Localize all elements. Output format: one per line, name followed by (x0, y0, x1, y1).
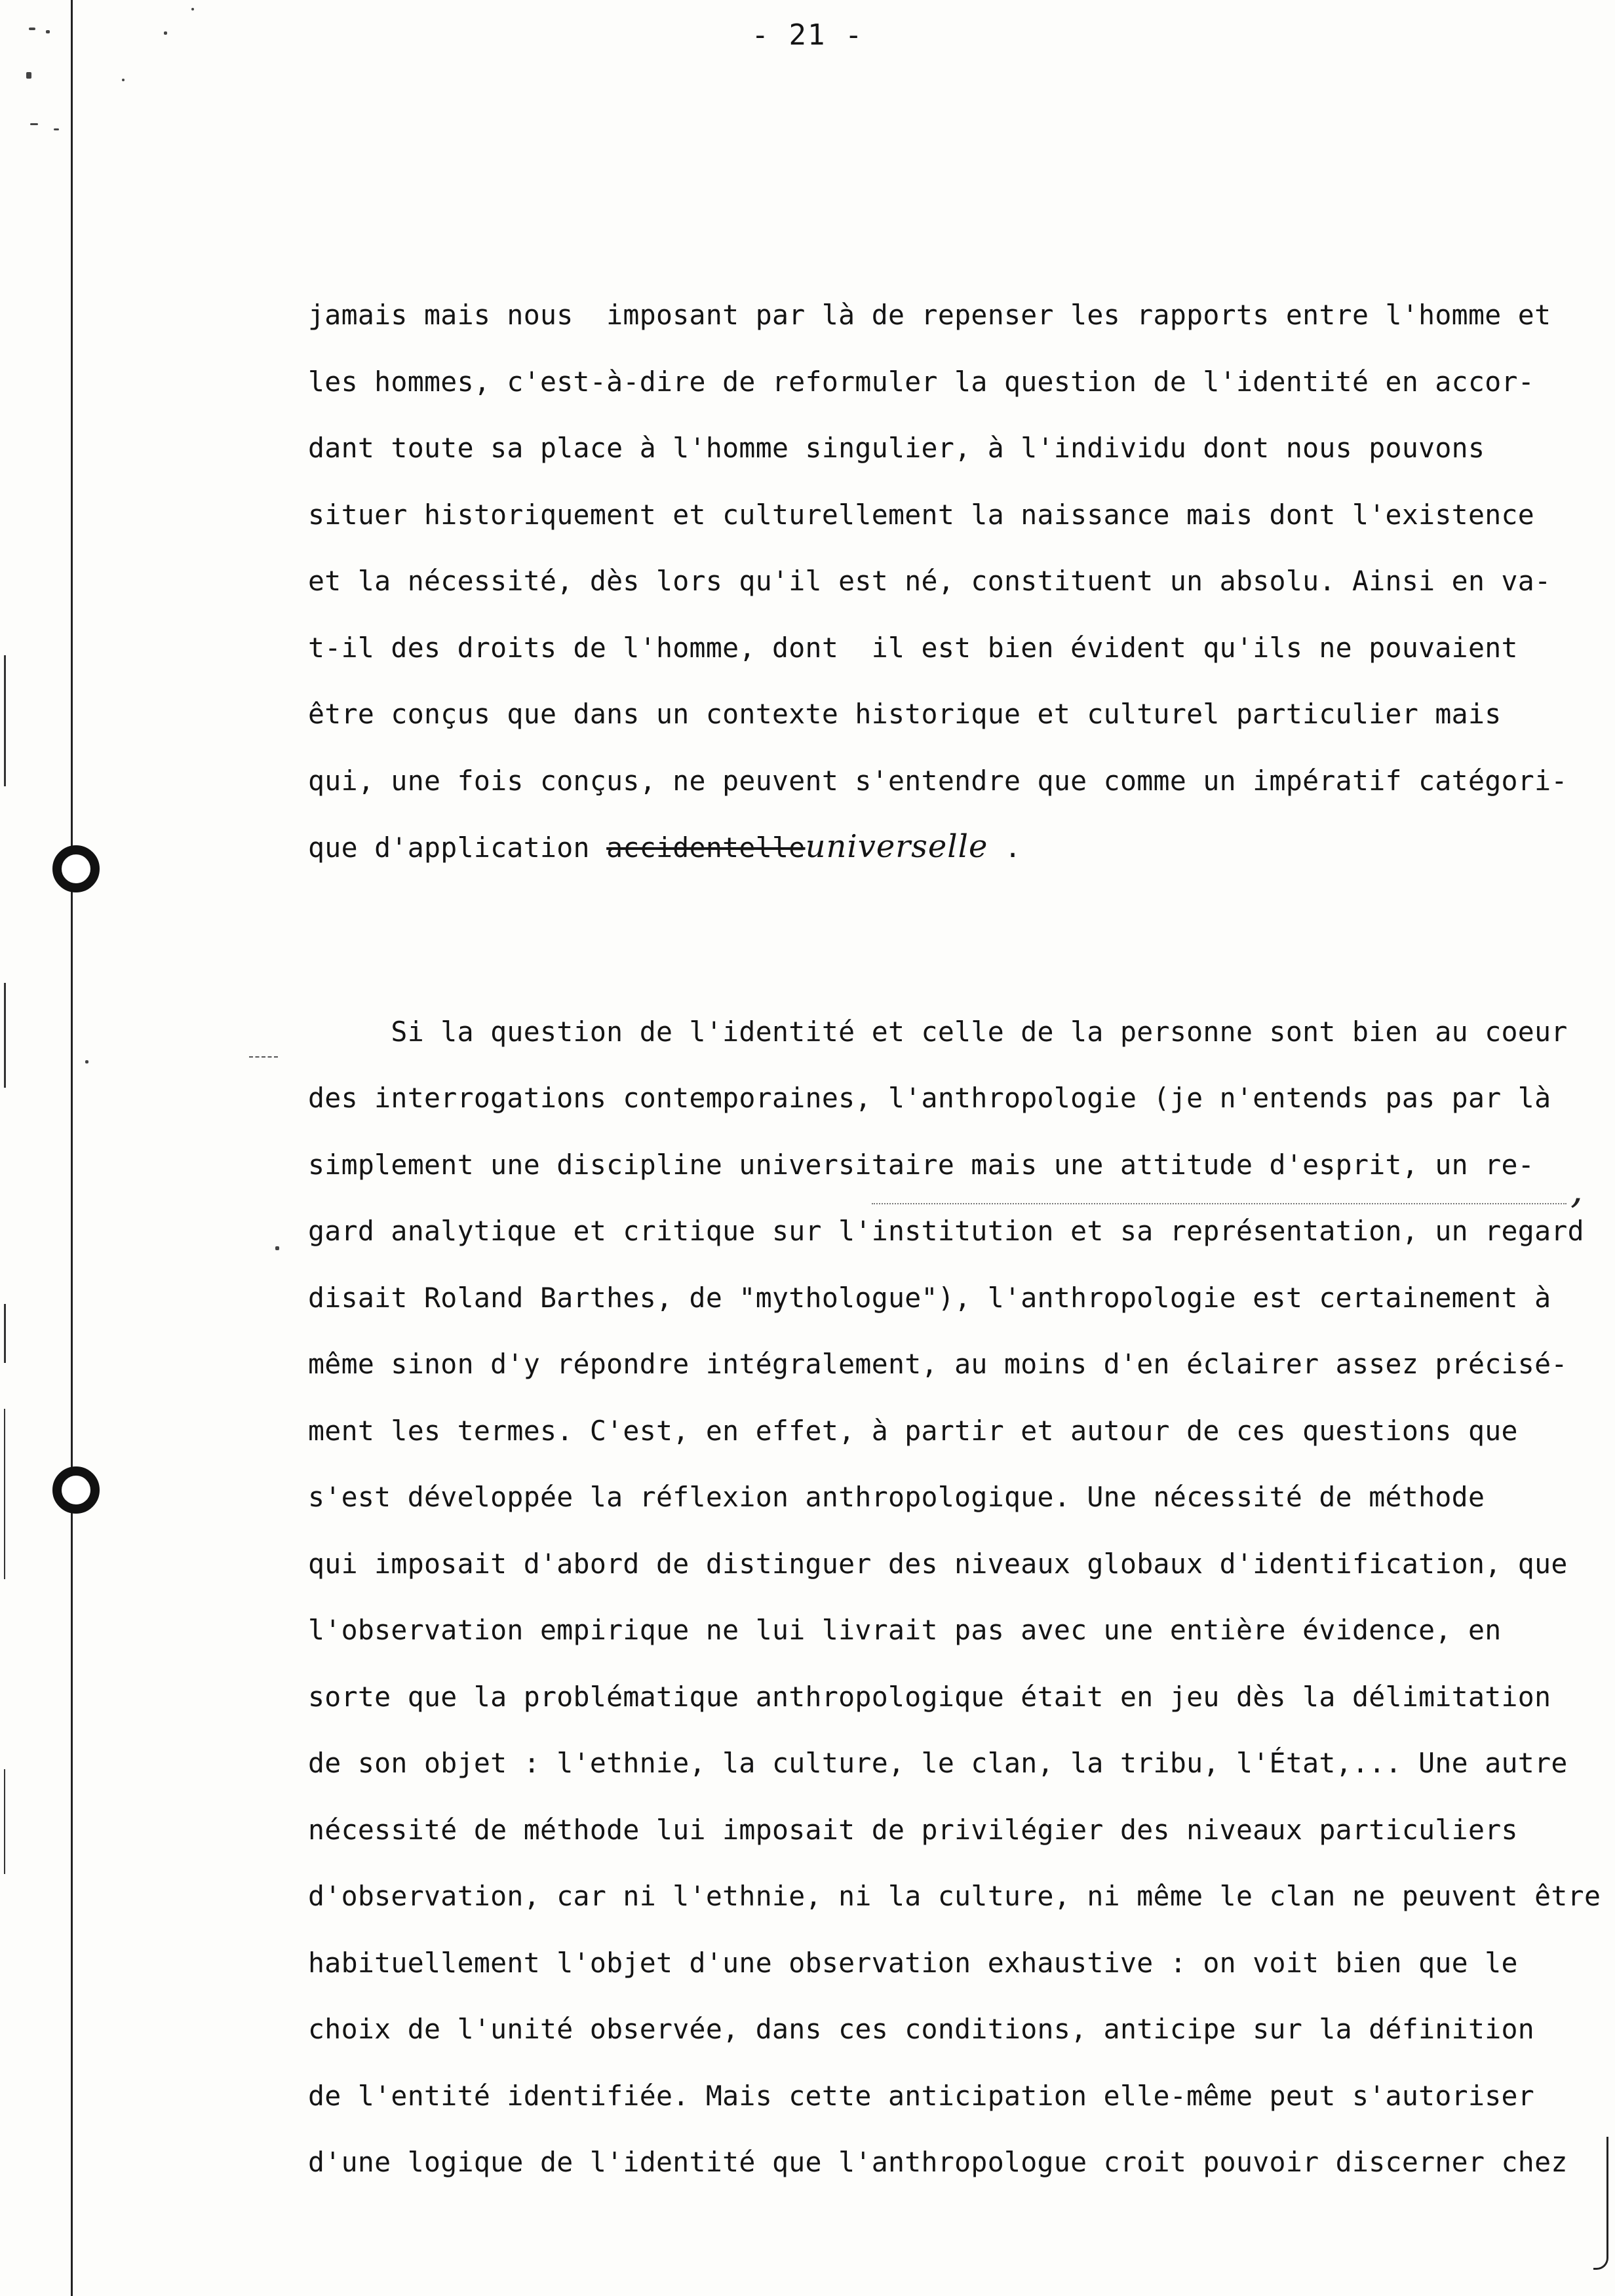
text-fragment: que d'application (308, 832, 607, 864)
text-line: qui, une fois conçus, ne peuvent s'entendre que comme un impératif catégori- (308, 764, 1568, 797)
body-text (308, 282, 1601, 2196)
edge-mark (4, 1304, 6, 1363)
binder-hole (52, 1466, 100, 1514)
text-line: ment les termes. C'est, en effet, à partir et autour de ces questions que (308, 1414, 1518, 1447)
text-line: les hommes, c'est-à-dire de reformuler la question de l'identité en accor- (308, 365, 1535, 398)
text-line: t-il des droits de l'homme, dont il est bien évident qu'ils ne pouvaient (308, 631, 1518, 664)
text-line: d'une logique de l'identité que l'anthropologue croit pouvoir discerner chez (308, 2146, 1568, 2178)
text-line: l'observation empirique ne lui livrait pas avec une entière évidence, en (308, 1614, 1502, 1646)
handwritten-correction: universelle (805, 828, 988, 865)
edge-mark (4, 1769, 5, 1874)
edge-mark (4, 983, 6, 1088)
paragraph (308, 999, 1601, 2196)
edge-mark (4, 1409, 5, 1579)
text-line: de son objet : l'ethnie, la culture, le clan, la tribu, l'État,... Une autre (308, 1747, 1568, 1779)
text-line: des interrogations contemporaines, l'anthropologie (je n'entends pas par là (308, 1082, 1551, 1114)
text-line: dant toute sa place à l'homme singulier, à l'individu dont nous pouvons (308, 432, 1485, 464)
text-line: qui imposait d'abord de distinguer des niveaux globaux d'identification, que (308, 1547, 1568, 1580)
text-line: gard analytique et critique sur l'institution et sa représentation, un regard (308, 1215, 1584, 1247)
text-line: nécessité de méthode lui imposait de privilégier des niveaux particuliers (308, 1813, 1518, 1846)
text-fragment: . (988, 832, 1021, 864)
struck-word: accidentelle (606, 832, 806, 864)
text-line: Si la question de l'identité et celle de la personne sont bien au coeur (308, 1015, 1568, 1048)
text-line: jamais mais nous imposant par là de repenser les rapports entre l'homme et (308, 299, 1551, 331)
text-line: même sinon d'y répondre intégralement, au moins d'en éclairer assez précisé- (308, 1348, 1568, 1380)
text-line: de l'entité identifiée. Mais cette anticipation elle-même peut s'autoriser (308, 2079, 1535, 2112)
paragraph (308, 282, 1593, 881)
text-line: habituellement l'objet d'une observation exhaustive : on voit bien que le (308, 1946, 1518, 1979)
text-line: situer historiquement et culturellement la naissance mais dont l'existence (308, 498, 1535, 531)
binder-hole (52, 845, 100, 892)
text-line: simplement une discipline universitaire mais une attitude d'esprit, un re- (308, 1148, 1535, 1181)
margin-rule (71, 0, 73, 2296)
margin-dash (249, 1056, 278, 1058)
page-curl (1593, 2137, 1608, 2270)
edge-mark (4, 655, 6, 786)
text-line: et la nécessité, dès lors qu'il est né, constituent un absolu. Ainsi en va- (308, 565, 1551, 597)
text-line: s'est développée la réflexion anthropologique. Une nécessité de méthode (308, 1481, 1485, 1513)
text-line (308, 814, 1593, 881)
text-line: sorte que la problématique anthropologique était en jeu dès la délimitation (308, 1680, 1551, 1713)
text-line: choix de l'unité observée, dans ces conditions, anticipe sur la définition (308, 2013, 1535, 2045)
handwritten-comma: , (1570, 1166, 1584, 1212)
page-number: - 21 - (751, 18, 864, 52)
text-line: disait Roland Barthes, de "mythologue"), l'anthropologie est certainement à (308, 1281, 1551, 1314)
text-line: d'observation, car ni l'ethnie, ni la culture, ni même le clan ne peuvent être (308, 1880, 1601, 1912)
paragraph-gap (308, 881, 1593, 999)
text-line: être conçus que dans un contexte historique et culturel particulier mais (308, 698, 1502, 730)
